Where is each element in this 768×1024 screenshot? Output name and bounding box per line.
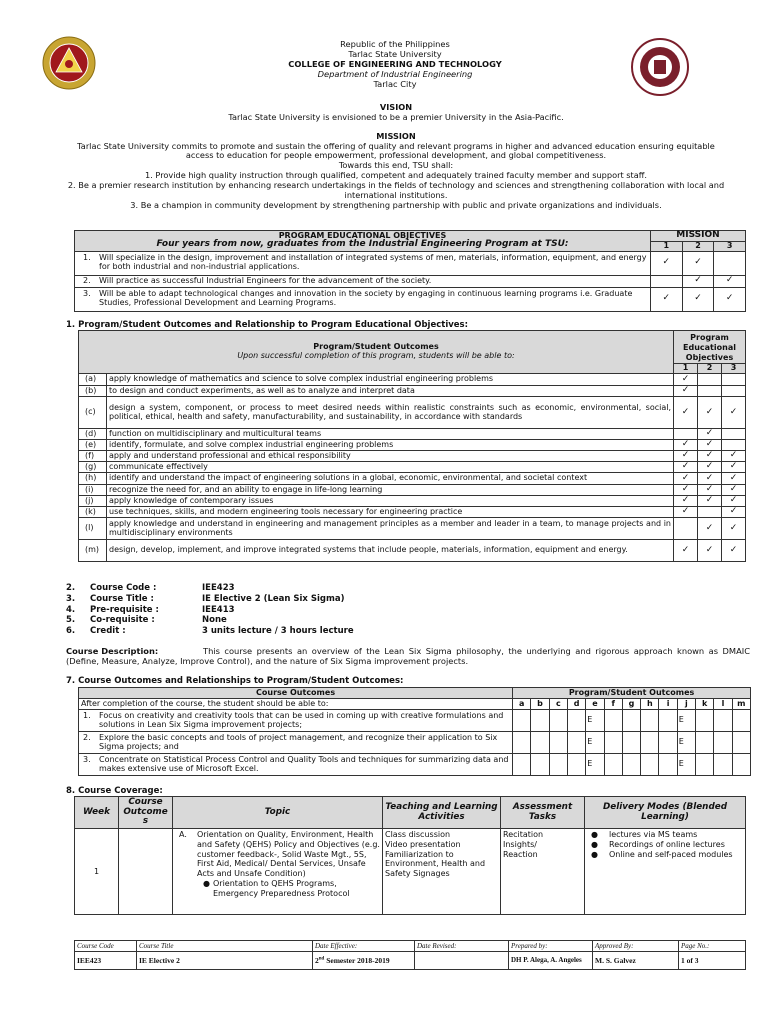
pso-text: apply and understand professional and ethical responsibility — [107, 451, 674, 462]
credit-value: 3 units lecture / 3 hours lecture — [202, 626, 354, 637]
vision-title: VISION — [379, 102, 413, 112]
pso-check: ✓ — [698, 462, 722, 473]
pso-check: ✓ — [674, 374, 698, 386]
pso-text: apply knowledge of mathematics and science to solve complex industrial engineering problems — [107, 374, 674, 386]
pso-row — [79, 386, 746, 397]
co-mark: E — [586, 732, 604, 754]
pso-row — [79, 397, 746, 429]
peo-check: ✓ — [651, 287, 683, 311]
pso-check: ✓ — [722, 451, 746, 462]
header-block — [230, 39, 560, 90]
pso-code: (d) — [79, 429, 107, 440]
peo-row — [75, 251, 746, 275]
right-seal — [630, 38, 690, 96]
co-mark — [531, 732, 549, 754]
course-info-num: 5. — [66, 615, 76, 626]
pso-check: ✓ — [698, 397, 722, 429]
footer-title: IE Elective 2 — [137, 952, 313, 970]
pso-check: ✓ — [674, 440, 698, 451]
section7-heading: 7. Course Outcomes and Relationships to Program/Student Outcomes: — [66, 676, 404, 686]
mission-towards: Towards this end, TSU shall: — [338, 160, 454, 171]
pso-row — [79, 507, 746, 518]
co-letter: e — [586, 699, 604, 710]
description-label: Course Description: — [66, 646, 159, 656]
co-mark — [549, 754, 567, 776]
pso-check: ✓ — [722, 518, 746, 540]
co-letter: l — [714, 699, 732, 710]
footer-code: IEE423 — [75, 952, 137, 970]
co-mark: E — [586, 754, 604, 776]
pso-check: ✓ — [674, 540, 698, 562]
footer-label: Page No.: — [679, 941, 746, 952]
co-row — [79, 732, 751, 754]
co-letter: b — [531, 699, 549, 710]
co-mark — [622, 710, 640, 732]
coverage-row — [75, 829, 746, 915]
pso-code: (l) — [79, 518, 107, 540]
mission-title: MISSION — [376, 130, 416, 141]
course-info-num: 3. — [66, 593, 76, 604]
coverage-assessment-header: Assessment Tasks — [501, 797, 585, 829]
co-text: Concentrate on Statistical Process Control and Quality Tools and techniques for summarizing data and makes extensive use of Microsoft Excel. — [99, 754, 509, 773]
pso-text: function on multidisciplinary and multicultural teams — [107, 429, 674, 440]
pso-code: (i) — [79, 485, 107, 496]
footer-date-pre: 2 — [315, 956, 319, 965]
peo-check: ✓ — [682, 251, 714, 275]
pso-table — [78, 330, 746, 562]
pso-text: design, develop, implement, and improve integrated systems that include people, materials, information, equipment and energy. — [107, 540, 674, 562]
footer-label: Course Code — [75, 941, 137, 952]
bullet-icon: ● — [591, 830, 598, 839]
pso-text: to design and conduct experiments, as well as to analyze and interpret data — [107, 386, 674, 397]
pso-check: ✓ — [674, 496, 698, 507]
pso-check: ✓ — [698, 485, 722, 496]
topic-letter: A. — [179, 830, 187, 839]
pso-text: apply knowledge of contemporary issues — [107, 496, 674, 507]
coverage-week-header: Week — [75, 797, 119, 829]
co-mark — [622, 754, 640, 776]
mission-text: Tarlac State University commits to promote and sustain the offering of quality and relevant programs in higher and advanced education ensuring equitable access to education for people empowerment, professional development, and global competitiveness. — [77, 140, 715, 161]
co-mark — [531, 710, 549, 732]
vision-text: Tarlac State University is envisioned to be a premier University in the Asia-Pacific. — [228, 111, 564, 122]
teaching-item: Familiarization to Environment, Health and Safety Signages — [385, 849, 486, 878]
co-row — [79, 710, 751, 732]
left-seal — [42, 36, 96, 90]
coverage-week: 1 — [75, 829, 119, 915]
pso-check: ✓ — [722, 496, 746, 507]
teaching-item: Video presentation — [385, 839, 461, 849]
co-mark — [641, 710, 659, 732]
pso-check: ✓ — [722, 462, 746, 473]
co-mark: E — [677, 710, 695, 732]
co-num: 1. — [83, 710, 91, 720]
peo-row-text: Will practice as successful Industrial Engineers for the advancement of the society. — [99, 275, 432, 285]
pso-col-sub: Upon successful completion of this program, students will be able to: — [237, 351, 515, 360]
peo-row-text: Will specialize in the design, improvement and installation of integrated systems of men, materials, information, equipment, and energy for both industrial and non-industrial applications. — [99, 253, 647, 272]
peo-row-text: Will be able to adapt technological changes and innovation in the society by engaging in continuous learning programs i.e. Graduate Studies, Professional Development and Learning Programs. — [99, 289, 633, 308]
pso-row — [79, 518, 746, 540]
pso-check: ✓ — [674, 451, 698, 462]
co-letter: a — [513, 699, 531, 710]
pso-check: ✓ — [722, 397, 746, 429]
co-mark — [513, 710, 531, 732]
description-text: This course presents an overview of the Lean Six Sigma philosophy, the underlying and rigorous approach known as DMAIC (Define, Measure, Analyze, Improve Control), and the nature of Six Sigma improvement projects. — [66, 646, 750, 667]
college-seal-icon — [630, 38, 690, 96]
pso-text: recognize the need for, and an ability to engage in life-long learning — [107, 485, 674, 496]
prerequisite-value: IEE413 — [202, 604, 235, 615]
pso-code: (f) — [79, 451, 107, 462]
delivery-item: lectures via MS teams — [609, 830, 698, 839]
assessment-item: Recitation — [503, 830, 544, 839]
university-seal-icon — [42, 36, 96, 90]
pso-col-title: Program/Student Outcomes — [313, 342, 439, 352]
coverage-teaching-header: Teaching and Learning Activities — [383, 797, 501, 829]
header-university: Tarlac State University — [348, 49, 442, 60]
co-mark — [714, 710, 732, 732]
assessment-item: Insights/ — [503, 839, 537, 849]
header-country: Republic of the Philippines — [340, 39, 450, 49]
footer-date-sup: nd — [318, 956, 325, 962]
section8-heading: 8. Course Coverage: — [66, 786, 163, 796]
peo-col-1: 1 — [651, 242, 683, 251]
pso-text: apply knowledge and understand in engineering and management principles as a member and leader in a team, to manage projects and in multidisciplinary environments — [107, 518, 674, 540]
co-mark — [732, 732, 750, 754]
pso-code: (h) — [79, 473, 107, 485]
co-mark — [732, 710, 750, 732]
vision-mission — [66, 103, 726, 210]
peo-mission-label: MISSION — [651, 231, 745, 242]
pso-check: ✓ — [698, 518, 722, 540]
co-mark — [714, 732, 732, 754]
pso-code: (b) — [79, 386, 107, 397]
pso-text: identify and understand the impact of engineering solutions in a global, economic, environmental, and societal context — [107, 473, 674, 485]
peo-check: ✓ — [714, 287, 746, 311]
topic-text: Orientation on Quality, Environment, Health and Safety (QEHS) Policy and Objectives (e.g. customer feedback-, Solid Waste Mgt., 5S, First Aid, Medical/ Dental Services, Unsafe Acts and Unsafe Condition) — [197, 830, 380, 878]
peo-row-num: 3. — [83, 289, 91, 299]
delivery-item: Recordings of online lectures — [609, 839, 725, 849]
pso-code: (m) — [79, 540, 107, 562]
footer-label: Prepared by: — [509, 941, 593, 952]
co-letter: c — [549, 699, 567, 710]
pso-peo-label: Program Educational Objectives — [683, 333, 736, 362]
co-letter: h — [641, 699, 659, 710]
section1-heading: 1. Program/Student Outcomes and Relationship to Program Educational Objectives: — [66, 320, 468, 330]
co-mark — [696, 732, 714, 754]
header-city: Tarlac City — [373, 79, 417, 90]
co-mark — [714, 754, 732, 776]
bullet-icon: ● — [591, 849, 598, 859]
pso-check: ✓ — [698, 496, 722, 507]
pso-check: ✓ — [722, 540, 746, 562]
course-description — [66, 646, 750, 667]
co-mark — [641, 754, 659, 776]
pso-text: communicate effectively — [107, 462, 674, 473]
co-table — [78, 687, 751, 776]
co-mark — [604, 754, 622, 776]
co-letter: m — [732, 699, 750, 710]
pso-check: ✓ — [722, 485, 746, 496]
peo-subtitle: Four years from now, graduates from the Industrial Engineering Program at TSU: — [156, 239, 569, 250]
pso-check — [722, 429, 746, 440]
footer-label: Date Revised: — [415, 941, 509, 952]
footer-label: Course Title — [137, 941, 313, 952]
footer-revised — [415, 952, 509, 970]
assessment-item: Reaction — [503, 849, 538, 859]
co-mark — [732, 754, 750, 776]
pso-row — [79, 540, 746, 562]
coverage-delivery-header: Delivery Modes (Blended Learning) — [585, 797, 746, 829]
pso-check: ✓ — [674, 507, 698, 518]
co-mark — [567, 710, 585, 732]
pso-check: ✓ — [698, 540, 722, 562]
pso-code: (k) — [79, 507, 107, 518]
topic-sub: Orientation to QEHS Programs, Emergency Preparedness Protocol — [213, 878, 350, 898]
co-mark — [604, 710, 622, 732]
footer-label: Date Effective: — [313, 941, 415, 952]
peo-col-2: 2 — [683, 242, 715, 251]
pso-code: (a) — [79, 374, 107, 386]
pso-row — [79, 496, 746, 507]
pso-check — [722, 374, 746, 386]
co-num: 2. — [83, 732, 91, 742]
pso-row — [79, 473, 746, 485]
pso-code: (g) — [79, 462, 107, 473]
pso-check: ✓ — [698, 473, 722, 485]
co-mark — [641, 732, 659, 754]
co-mark — [659, 754, 677, 776]
course-info-num: 6. — [66, 626, 76, 637]
course-title-value: IE Elective 2 (Lean Six Sigma) — [202, 593, 345, 604]
course-code-value: IEE423 — [202, 583, 235, 593]
course-info-num: 4. — [66, 604, 76, 615]
pso-row — [79, 462, 746, 473]
pso-code: (c) — [79, 397, 107, 429]
pso-check — [722, 386, 746, 397]
coverage-topic-header: Topic — [173, 797, 383, 829]
peo-table — [74, 230, 746, 312]
pso-check: ✓ — [698, 440, 722, 451]
pso-check: ✓ — [674, 462, 698, 473]
co-mark — [549, 732, 567, 754]
pso-code: (j) — [79, 496, 107, 507]
co-mark: E — [677, 754, 695, 776]
pso-check: ✓ — [674, 485, 698, 496]
pso-check — [698, 386, 722, 397]
footer-date-post: Semester 2018-2019 — [324, 956, 390, 965]
pso-check: ✓ — [698, 429, 722, 440]
teaching-item: Class discussion — [385, 830, 451, 839]
co-col-title: Course Outcomes — [79, 688, 513, 699]
pso-check — [674, 518, 698, 540]
peo-row-num: 2. — [83, 275, 91, 285]
pso-text: use techniques, skills, and modern engineering tools necessary for engineering practice — [107, 507, 674, 518]
course-info — [66, 583, 354, 637]
co-letter: g — [622, 699, 640, 710]
pso-text: design a system, component, or process to meet desired needs within realistic constraints such as economic, environmental, social, political, ethical, health and safety, manufacturability, and sustainability, in accordance with standards — [107, 397, 674, 429]
footer-table — [74, 940, 746, 970]
co-mark: E — [586, 710, 604, 732]
pso-row — [79, 451, 746, 462]
peo-row — [75, 275, 746, 287]
co-mark — [567, 754, 585, 776]
co-letter: i — [659, 699, 677, 710]
pso-check — [722, 440, 746, 451]
co-mark — [549, 710, 567, 732]
co-letter: d — [567, 699, 585, 710]
bullet-icon: ● — [203, 878, 210, 888]
header-college: COLLEGE OF ENGINEERING AND TECHNOLOGY — [288, 59, 502, 70]
co-mark — [567, 732, 585, 754]
peo-check: ✓ — [651, 251, 683, 275]
co-text: Focus on creativity and creativity tools that can be used in coming up with creative formulations and solutions in Lean Six Sigma improvement projects; — [99, 710, 504, 729]
course-info-label: Pre-requisite : — [90, 604, 159, 615]
pso-row — [79, 429, 746, 440]
co-mark — [513, 754, 531, 776]
course-info-num: 2. — [66, 583, 76, 593]
pso-code: (e) — [79, 440, 107, 451]
delivery-item: Online and self-paced modules — [609, 849, 733, 859]
peo-check — [714, 251, 746, 275]
coverage-outcomes-header: Course Outcome s — [119, 797, 173, 829]
pso-check: ✓ — [674, 397, 698, 429]
pso-row — [79, 440, 746, 451]
peo-row-num: 1. — [83, 253, 91, 263]
pso-row — [79, 374, 746, 386]
course-info-label: Course Code : — [90, 583, 157, 593]
peo-col-3: 3 — [726, 240, 733, 250]
co-mark — [696, 710, 714, 732]
co-mark — [659, 710, 677, 732]
co-intro: After completion of the course, the student should be able to: — [79, 699, 513, 710]
pso-check: ✓ — [698, 451, 722, 462]
co-row — [79, 754, 751, 776]
course-info-label: Credit : — [90, 626, 126, 637]
mission-item-1: 1. Provide high quality instruction through qualified, competent and adequately trained faculty member and support staff. — [144, 170, 648, 181]
co-mark — [696, 754, 714, 776]
peo-title: PROGRAM EDUCATIONAL OBJECTIVES — [278, 230, 447, 240]
footer-prepared: DH P. Alega, A. Angeles — [509, 952, 593, 970]
peo-check: ✓ — [682, 287, 714, 311]
co-mark — [659, 732, 677, 754]
peo-check — [651, 275, 683, 287]
bullet-icon: ● — [591, 839, 598, 849]
footer-label: Approved By: — [593, 941, 679, 952]
pso-check: ✓ — [674, 473, 698, 485]
co-pso-title: Program/Student Outcomes — [513, 688, 751, 699]
corequisite-value: None — [202, 615, 227, 626]
co-letter: j — [677, 699, 695, 710]
footer-page: 1 of 3 — [679, 952, 746, 970]
coverage-table — [74, 796, 746, 915]
pso-text: identify, formulate, and solve complex industrial engineering problems — [107, 440, 674, 451]
co-mark — [604, 732, 622, 754]
footer-approved: M. S. Galvez — [593, 952, 679, 970]
co-mark — [513, 732, 531, 754]
co-text: Explore the basic concepts and tools of project management, and recognize their application to Six Sigma projects; and — [99, 732, 498, 751]
co-mark — [622, 732, 640, 754]
pso-check — [698, 507, 722, 518]
pso-col-3: 3 — [730, 363, 737, 372]
mission-item-2: 2. Be a premier research institution by enhancing research undertakings in the fields of technology and sciences and strengthening collaboration with local and international institutions. — [67, 179, 725, 200]
pso-col-2: 2 — [698, 364, 722, 373]
peo-check: ✓ — [682, 275, 714, 287]
peo-row — [75, 287, 746, 311]
peo-check: ✓ — [714, 275, 746, 287]
course-info-label: Co-requisite : — [90, 615, 155, 626]
pso-check: ✓ — [674, 386, 698, 397]
header-department: Department of Industrial Engineering — [317, 69, 473, 80]
pso-check: ✓ — [722, 507, 746, 518]
pso-check — [674, 429, 698, 440]
co-letter: f — [604, 699, 622, 710]
mission-item-3: 3. Be a champion in community development by strengthening partnership with public and private organizations and individuals. — [130, 199, 662, 210]
pso-check — [698, 374, 722, 386]
co-mark — [531, 754, 549, 776]
pso-col-1: 1 — [674, 364, 698, 373]
pso-check: ✓ — [722, 473, 746, 485]
co-num: 3. — [83, 754, 91, 764]
co-mark: E — [677, 732, 695, 754]
pso-row — [79, 485, 746, 496]
co-letter: k — [696, 699, 714, 710]
course-info-label: Course Title : — [90, 593, 154, 604]
